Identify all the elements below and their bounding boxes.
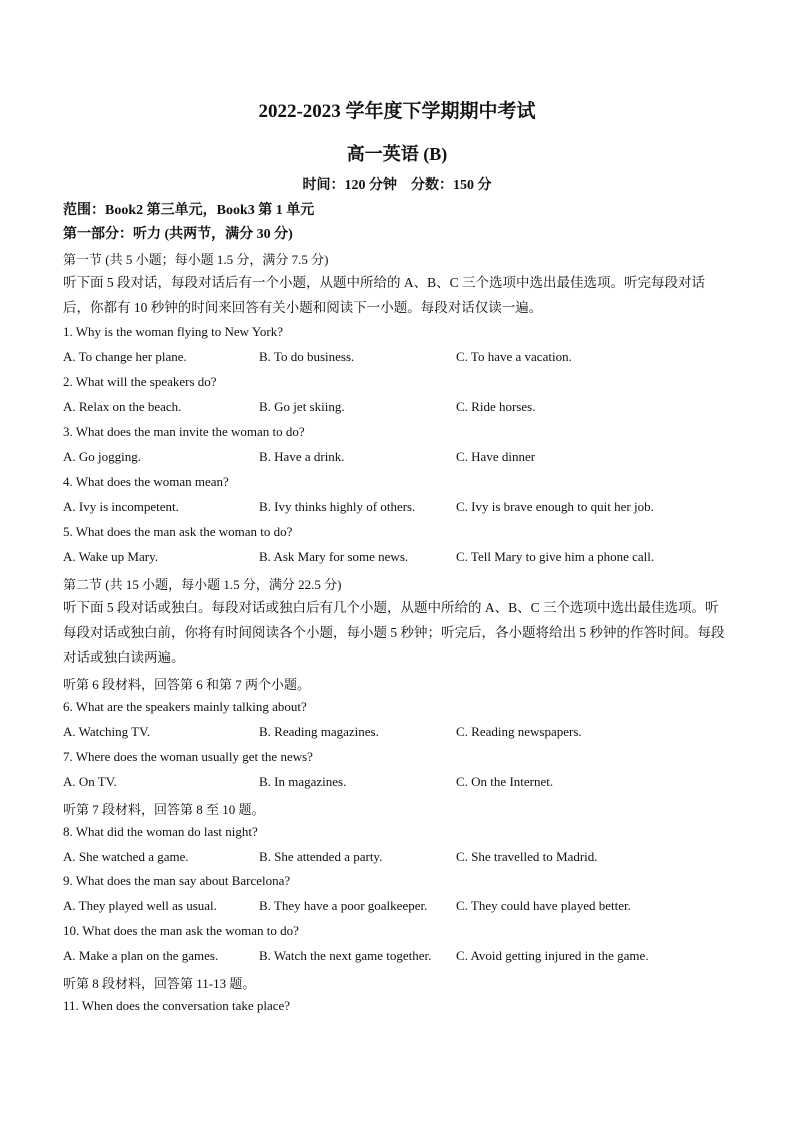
scope-line: 范围：Book2 第三单元，Book3 第 1 单元 xyxy=(63,203,315,218)
exam-subtitle: 高一英语 (B) xyxy=(346,144,448,164)
question-8: 8. What did the woman do last night? xyxy=(63,824,258,839)
q5-option-a: A. Wake up Mary. xyxy=(63,549,158,564)
section1-title: 第一节 (共 5 小题；每小题 1.5 分，满分 7.5 分) xyxy=(63,252,329,267)
q7-option-c: C. On the Internet. xyxy=(456,774,554,789)
q3-option-b: B. Have a drink. xyxy=(259,449,345,464)
part1-heading: 第一部分：听力 (共两节，满分 30 分) xyxy=(63,227,293,242)
question-4: 4. What does the woman mean? xyxy=(63,474,229,489)
q9-option-a: A. They played well as usual. xyxy=(63,898,217,913)
q9-option-b: B. They have a poor goalkeeper. xyxy=(259,898,428,913)
exam-title: 2022-2023 学年度下学期期中考试 xyxy=(258,101,536,122)
section2-instructions: 听下面 5 段对话或独白。每段对话或独白后有几个小题，从题中所给的 A、B、C 三个选项中选出最佳选项。听每段对话或独白前，你将有时间阅读各个小题，每小题 5 秒钟；听完后，各小题将给出 5 秒钟的作答时间。每段对话或独白读两遍。 xyxy=(63,600,725,665)
q6-option-a: A. Watching TV. xyxy=(63,724,151,739)
q1-option-b: B. To do business. xyxy=(259,349,355,364)
section2-title: 第二节 (共 15 小题，每小题 1.5 分，满分 22.5 分) xyxy=(63,577,342,592)
question-6: 6. What are the speakers mainly talking about? xyxy=(63,699,307,714)
question-9: 9. What does the man say about Barcelona? xyxy=(63,873,291,888)
q10-option-b: B. Watch the next game together. xyxy=(259,948,432,963)
q2-option-b: B. Go jet skiing. xyxy=(259,399,345,414)
q4-option-a: A. Ivy is incompetent. xyxy=(63,499,179,514)
q2-option-a: A. Relax on the beach. xyxy=(63,399,182,414)
q2-option-c: C. Ride horses. xyxy=(456,399,536,414)
q1-option-a: A. To change her plane. xyxy=(63,349,187,364)
q4-option-c: C. Ivy is brave enough to quit her job. xyxy=(456,499,654,514)
q7-option-b: B. In magazines. xyxy=(259,774,347,789)
q6-option-c: C. Reading newspapers. xyxy=(456,724,582,739)
question-11: 11. When does the conversation take place? xyxy=(63,998,291,1013)
q8-option-b: B. She attended a party. xyxy=(259,849,383,864)
q10-option-a: A. Make a plan on the games. xyxy=(63,948,219,963)
material-6-note: 听第 6 段材料，回答第 6 和第 7 两个小题。 xyxy=(63,677,311,692)
q5-option-b: B. Ask Mary for some news. xyxy=(259,549,409,564)
question-2: 2. What will the speakers do? xyxy=(63,374,217,389)
q1-option-c: C. To have a vacation. xyxy=(456,349,572,364)
question-10: 10. What does the man ask the woman to do? xyxy=(63,923,299,938)
q5-option-c: C. Tell Mary to give him a phone call. xyxy=(456,549,655,564)
q3-option-c: C. Have dinner xyxy=(456,449,536,464)
q6-option-b: B. Reading magazines. xyxy=(259,724,379,739)
q9-option-c: C. They could have played better. xyxy=(456,898,631,913)
q8-option-a: A. She watched a game. xyxy=(63,849,189,864)
q4-option-b: B. Ivy thinks highly of others. xyxy=(259,499,416,514)
material-7-note: 听第 7 段材料，回答第 8 至 10 题。 xyxy=(63,802,265,817)
section1-instructions: 听下面 5 段对话，每段对话后有一个小题，从题中所给的 A、B、C 三个选项中选出最佳选项。听完每段对话后，你都有 10 秒钟的时间来回答有关小题和阅读下一小题。每段对话仅读一遍。 xyxy=(63,275,706,315)
q7-option-a: A. On TV. xyxy=(63,774,117,789)
material-8-note: 听第 8 段材料，回答第 11-13 题。 xyxy=(63,976,256,991)
q3-option-a: A. Go jogging. xyxy=(63,449,141,464)
question-7: 7. Where does the woman usually get the news? xyxy=(63,749,313,764)
question-5: 5. What does the man ask the woman to do? xyxy=(63,524,293,539)
q8-option-c: C. She travelled to Madrid. xyxy=(456,849,598,864)
q10-option-c: C. Avoid getting injured in the game. xyxy=(456,948,649,963)
question-1: 1. Why is the woman flying to New York? xyxy=(63,324,284,339)
time-score: 时间：120 分钟 分数：150 分 xyxy=(302,178,492,193)
question-3: 3. What does the man invite the woman to do? xyxy=(63,424,305,439)
